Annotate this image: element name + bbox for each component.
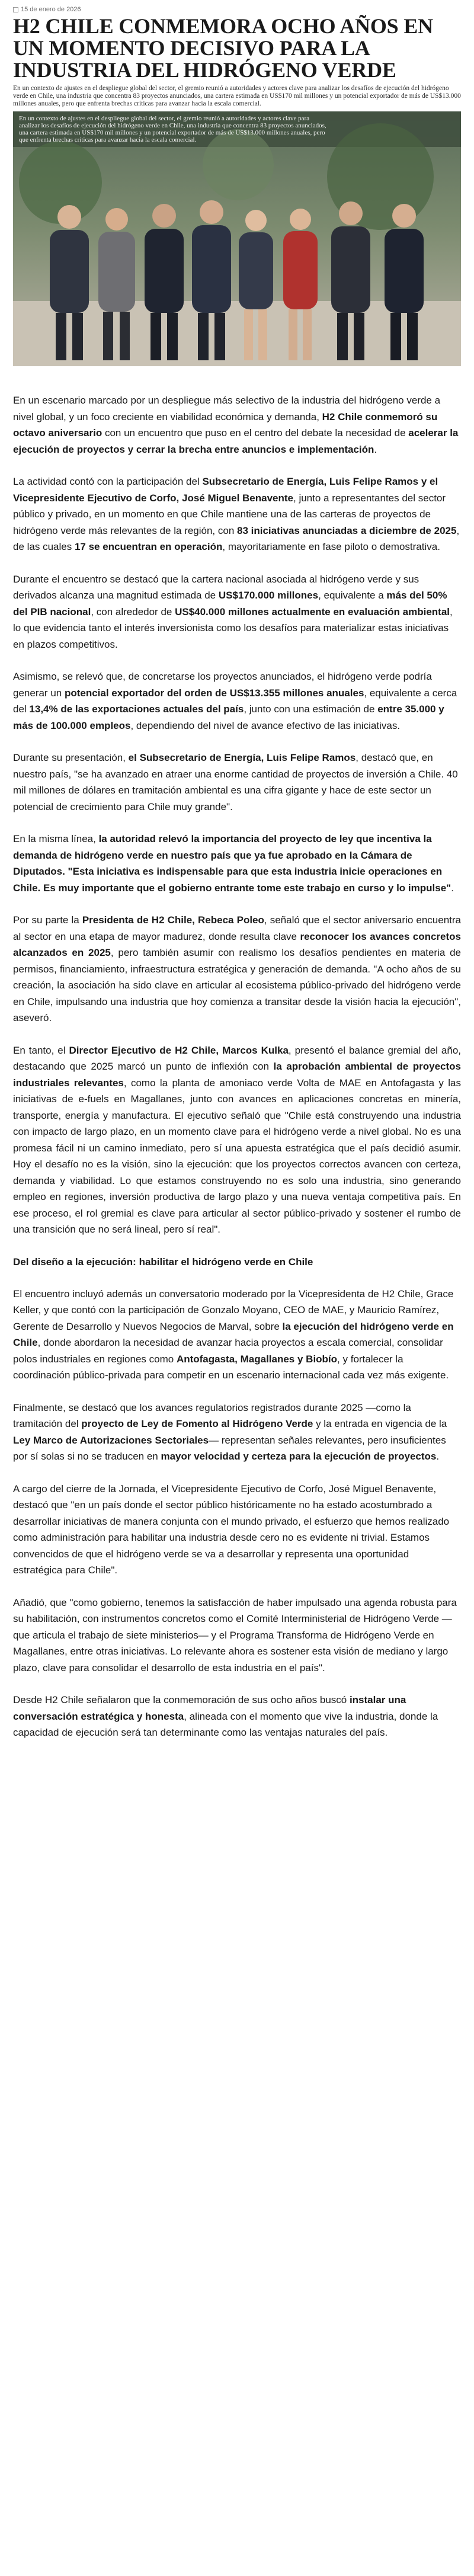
paragraph-2: La actividad contó con la participación del Subsecretario de Energía, Luis Felipe Ramos y el Vicepresidente Ejecutivo de Corfo, José Miguel Benavente, junto a representantes del sector público y privado, en un momento en que Chile mantiene una de las carteras de proyectos de hidrógeno verde más relevantes de la región, con 83 iniciativas anunciadas a diciembre de 2025, de las cuales 17 se encuentran en operación, mayoritariamente en fase piloto o demostrativa. bbox=[13, 476, 460, 552]
paragraph-5: Durante su presentación, el Subsecretario de Energía, Luis Felipe Ramos, destacó que, en nuestro país, "se ha avanzado en atraer una enorme cantidad de proyectos de inversión a Chile. 40 mil millones de dólares en tramitación ambiental es una cifra gigante y hace de este sector un potencial de crecimiento para Chile muy grande". bbox=[13, 752, 458, 812]
photo-caption: En un contexto de ajustes en el despliegue global del sector, el gremio reunió a autoridades y actores clave para analizar los desafíos de ejecución del hidrógeno verde en Chile, una industria que concentra 83 proyectos anunciados, una cartera estimada en US$170 mil millones y un potencial exportador de más de US$13.000 millones anuales, pero que enfrenta brechas críticas para avanzar hacia la escala comercial. bbox=[19, 115, 326, 143]
group-photo-illustration bbox=[13, 111, 461, 366]
paragraph-13: Desde H2 Chile señalaron que la conmemoración de sus ocho años buscó instalar una conversación estratégica y honesta, alineada con el momento que vive la industria, donde la capacidad de ejecución será tan determinante como las ventajas naturales del país. bbox=[13, 1694, 438, 1738]
article-lede: En un contexto de ajustes en el despliegue global del sector, el gremio reunió a autoridades y actores clave para analizar los desafíos de ejecución del hidrógeno verde en Chile, una industria que concentra 83 proyectos anunciados, una cartera estimada en US$170 mil millones y un potencial exportador de más de US$13.000 millones anuales, pero que enfrenta brechas críticas para avanzar hacia la escala comercial. bbox=[13, 85, 461, 107]
calendar-icon bbox=[13, 7, 18, 12]
group-photo bbox=[13, 111, 461, 366]
date-text: 15 de enero de 2026 bbox=[21, 6, 81, 13]
section-subheading: Del diseño a la ejecución: habilitar el hidrógeno verde en Chile bbox=[13, 1256, 313, 1268]
paragraph-8: En tanto, el Director Ejecutivo de H2 Chile, Marcos Kulka, presentó el balance gremial del año, destacando que 2025 marcó un punto de inflexión con la aprobación ambiental de proyectos industriales relevantes, como la planta de amoniaco verde Volta de MAE en Antofagasta y las iniciativas de e-fuels en Magallanes, junto con avances en aplicaciones concretas en minería, transporte, energía y manufactura. El ejecutivo señaló que "Chile está construyendo una industria con impacto de largo plazo, en un momento clave para el hidrógeno verde a nivel global. No es una promesa fácil ni un camino inmediato, pero sí una apuesta estratégica que el país decidió asumir. Hoy el desafío no es la visión, sino la ejecución: que los proyectos correctos avancen con certeza, demanda y viabilidad. Lo que estamos construyendo no es solo una industria, sino generando empleo en regiones, inversión productiva de largo plazo y una nueva ventaja competitiva país. En ese proceso, el rol gremial es clave para articular al sector público-privado y sostener el rumbo de una transición que no será lineal, pero sí real". bbox=[13, 1044, 462, 1235]
paragraph-11: A cargo del cierre de la Jornada, el Vicepresidente Ejecutivo de Corfo, José Miguel Benavente, destacó que "en un país donde el sector público históricamente no ha estado acostumbrado a desarrollar iniciativas de manera conjunta con el mundo privado, el esfuerzo que hemos realizado como administración para habilitar una industria desde cero no es evidente ni trivial. Estamos convencidos de que el hidrógeno verde se va a desarrollar y representa una oportunidad estratégica para Chile". bbox=[13, 1483, 450, 1576]
paragraph-1: En un escenario marcado por un despliegue más selectivo de la industria del hidrógeno verde a nivel global, y un foco creciente en viabilidad económica y demanda, H2 Chile conmemoró su octavo aniversario con un encuentro que puso en el centro del debate la necesidad de acelerar la ejecución de proyectos y cerrar la brecha entre anuncios e implementación. bbox=[13, 395, 459, 455]
paragraph-3: Durante el encuentro se destacó que la cartera nacional asociada al hidrógeno verde y sus derivados alcanza una magnitud estimada de US$170.000 millones, equivalente a más del 50% del PIB nacional, con alrededor de US$40.000 millones actualmente en evaluación ambiental, lo que evidencia tanto el interés inversionista como los desafíos para materializar estas iniciativas en plazos competitivos. bbox=[13, 573, 453, 650]
paragraph-7: Por su parte la Presidenta de H2 Chile, Rebeca Poleo, señaló que el sector aniversario encuentra al sector en una etapa de mayor madurez, donde resulta clave reconocer los avances concretos alcanzados en 2025, pero también asumir con realismo los desafíos pendientes en materia de permisos, financiamiento, infraestructura estratégica y generación de demanda. "A ocho años de su creación, la asociación ha sido clave en articular al ecosistema público-privado del hidrógeno verde en Chile, impulsando una industria que hoy comienza a transitar desde la visión hacia la ejecución", aseveró. bbox=[13, 914, 461, 1023]
paragraph-9: El encuentro incluyó además un conversatorio moderado por la Vicepresidenta de H2 Chile, Grace Keller, y que contó con la participación de Gonzalo Moyano, CEO de MAE, y Mauricio Ramírez, Gerente de Desarrollo y Nuevos Negocios de Marval, sobre la ejecución del hidrógeno verde en Chile, donde abordaron la necesidad de avanzar hacia proyectos a escala comercial, consolidar polos industriales en regiones como Antofagasta, Magallanes y Biobío, y fortalecer la coordinación público-privada para competir en un escenario internacional cada vez más exigente. bbox=[13, 1288, 454, 1381]
article-date bbox=[13, 6, 461, 13]
paragraph-12: Añadió, que "como gobierno, tenemos la satisfacción de haber impulsado una agenda robusta para su habilitación, con instrumentos concretos como el Comité Interministerial de Hidrógeno Verde —que articula el trabajo de siete ministerios— y el Programa Transforma de Hidrógeno Verde en Magallanes, entre otras iniciativas. Lo relevante ahora es sostener esta visión de mediano y largo plazo, clave para consolidar el desarrollo de esta industria en el país". bbox=[13, 1596, 457, 1673]
article-title: H2 CHILE CONMEMORA OCHO AÑOS EN UN MOMENTO DECISIVO PARA LA INDUSTRIA DEL HIDRÓGENO VERDE bbox=[13, 14, 433, 82]
paragraph-6: En la misma línea, la autoridad relevó la importancia del proyecto de ley que incentiva la demanda de hidrógeno verde en nuestro país que ya fue aprobado en la Cámara de Diputados. "Esta iniciativa es indispensable para que esta industria inicie operaciones en Chile. Es muy importante que el gobierno entrante tome este trabajo en curso y lo impulse". bbox=[13, 833, 454, 894]
paragraph-10: Finalmente, se destacó que los avances regulatorios registrados durante 2025 —como la tramitación del proyecto de Ley de Fomento al Hidrógeno Verde y la entrada en vigencia de la Ley Marco de Autorizaciones Sectoriales— representan señales relevantes, pero insuficientes por sí solas si no se traducen en mayor velocidad y certeza para la ejecución de proyectos. bbox=[13, 1401, 447, 1462]
paragraph-4: Asimismo, se relevó que, de concretarse los proyectos anunciados, el hidrógeno verde podría generar un potencial exportador del orden de US$13.355 millones anuales, equivalente a cerca del 13,4% de las exportaciones actuales del país, junto con una estimación de entre 35.000 y más de 100.000 empleos, dependiendo del nivel de avance efectivo de las iniciativas. bbox=[13, 671, 457, 731]
